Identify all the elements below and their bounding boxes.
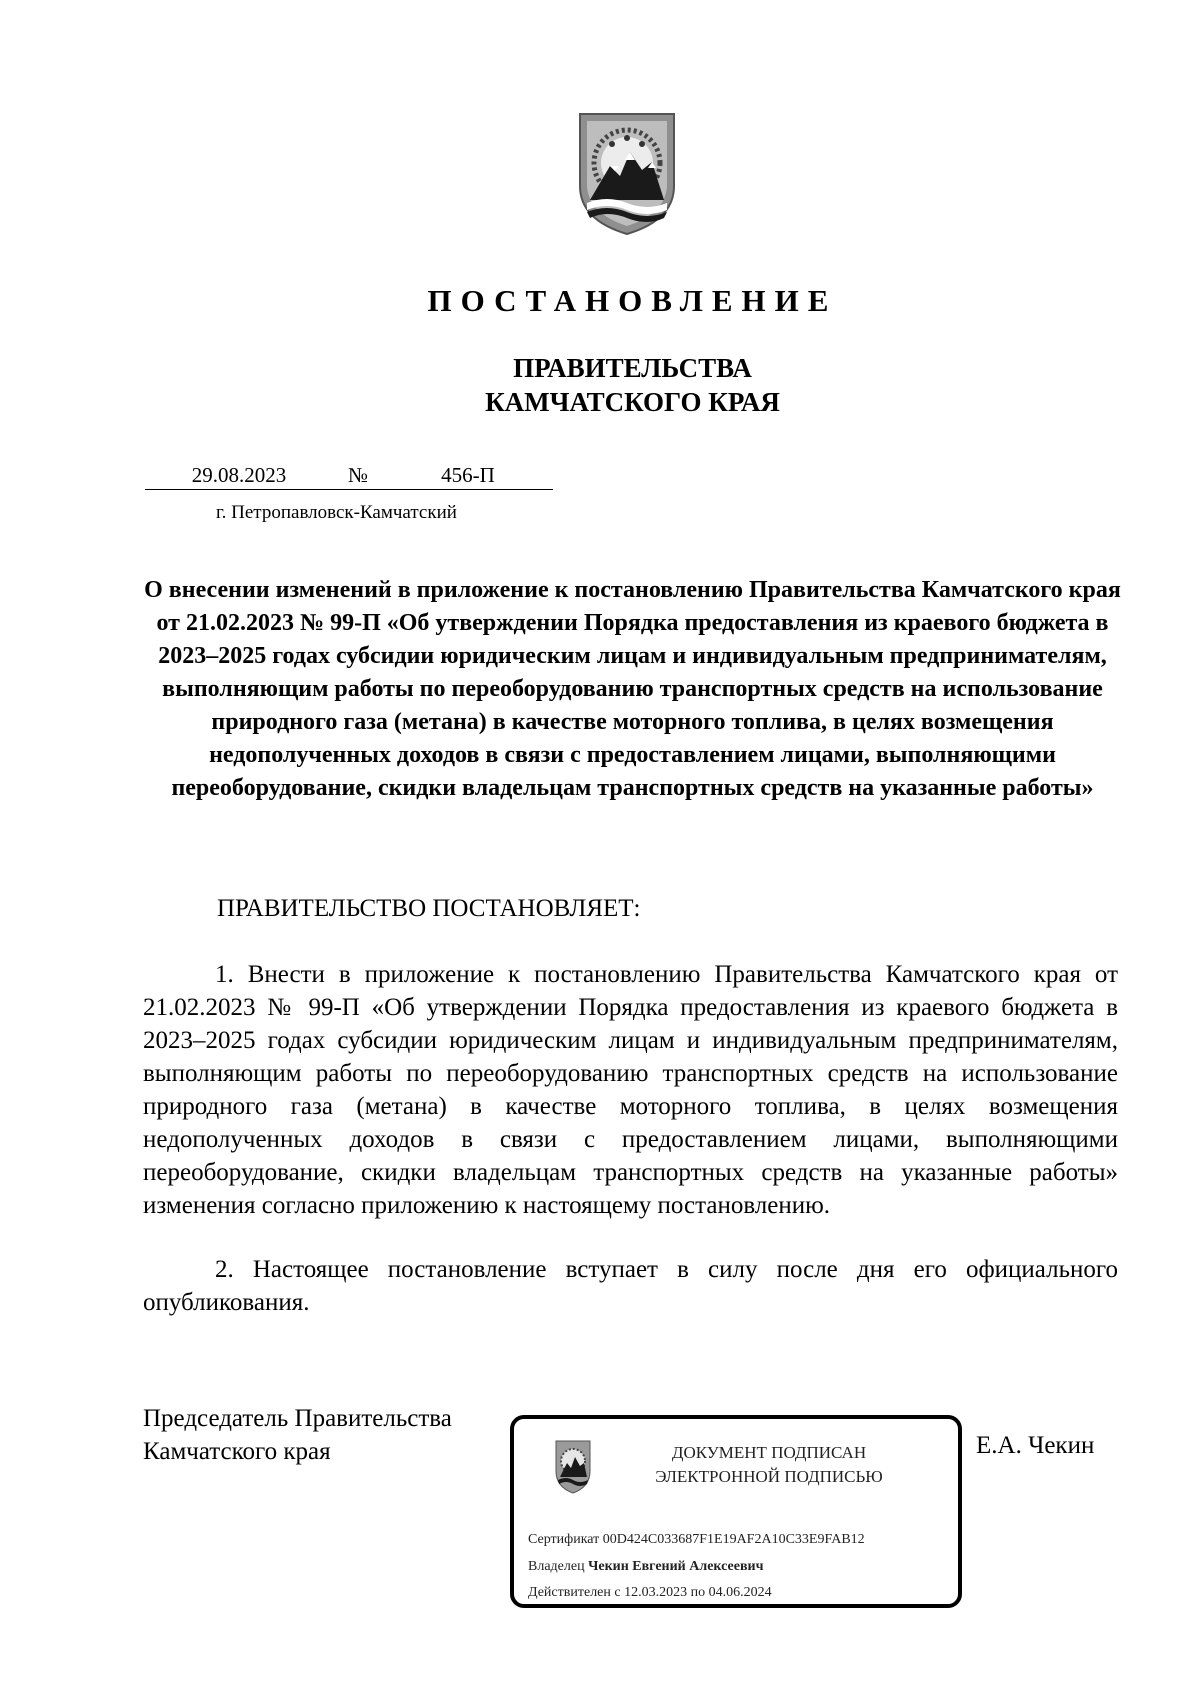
certificate-value: 00D424C033687F1E19AF2A10C33E9FAB12 <box>602 1532 865 1547</box>
valid-to-date: 04.06.2024 <box>708 1585 772 1600</box>
stamp-certificate-line <box>528 1532 865 1548</box>
number-sign: № <box>347 463 369 487</box>
signatory-position-line-1: Председатель Правительства <box>143 1405 452 1432</box>
registration-row <box>145 463 553 495</box>
document-date: 29.08.2023 <box>191 463 287 487</box>
stamp-emblem-icon <box>554 1439 592 1495</box>
government-name-line-1: ПРАВИТЕЛЬСТВА <box>513 353 752 383</box>
registration-underline <box>145 489 553 490</box>
government-name-line-2: КАМЧАТСКОГО КРАЯ <box>485 387 780 417</box>
certificate-label: Сертификат <box>528 1532 600 1547</box>
stamp-owner-line <box>528 1559 763 1575</box>
owner-label: Владелец <box>528 1559 585 1574</box>
coat-of-arms-icon <box>572 108 682 238</box>
validity-label: Действителен <box>528 1585 611 1600</box>
stamp-validity-line <box>528 1585 772 1601</box>
valid-to-label: по <box>690 1585 706 1600</box>
document-type: ПОСТАНОВЛЕНИЕ <box>427 283 838 318</box>
stamp-heading-line-1: ДОКУМЕНТ ПОДПИСАН <box>671 1443 867 1462</box>
valid-from-date: 12.03.2023 <box>624 1585 688 1600</box>
owner-value: Чекин Евгений Алексеевич <box>588 1559 764 1574</box>
document-number: 456-П <box>441 463 495 487</box>
paragraph-1: 1. Внести в приложение к постановлению Правительства Камчатского края от 21.02.2023 № 99-П «Об утверждении Порядка предоставления из краевого бюджета в 2023–2025 годах субсидии юридическим лицам и индивидуальным предпринимателям, выполняющим работы по переоборудованию транспортных средств на использование природного газа (метана) в качестве моторного топлива, в целях возмещения недополученных доходов в связи с предоставлением лицами, выполняющими переоборудование, скидки владельцам транспортных средств на указанные работы» изменения согласно приложению к настоящему постановлению. <box>143 961 1118 1219</box>
decree-statement: ПРАВИТЕЛЬСТВО ПОСТАНОВЛЯЕТ: <box>217 895 641 922</box>
document-title: О внесении изменений в приложение к постановлению Правительства Камчатского края от 21.02.2023 № 99-П «Об утверждении Порядка предоставления из краевого бюджета в 2023–2025 годах субсидии юридическим лицам и индивидуальным предпринимателям, выполняющим работы по переоборудованию транспортных средств на использование природного газа (метана) в качестве моторного топлива, в целях возмещения недополученных доходов в связи с предоставлением лицами, выполняющими переоборудование, скидки владельцам транспортных средств на указанные работы» <box>144 577 1121 801</box>
signatory-position <box>143 1402 452 1468</box>
paragraph-2: 2. Настоящее постановление вступает в силу после дня его официального опубликования. <box>143 1256 1118 1316</box>
stamp-heading-line-2: ЭЛЕКТРОННОЙ ПОДПИСЬЮ <box>655 1467 883 1486</box>
signatory-position-line-2: Камчатского края <box>143 1438 331 1465</box>
stamp-heading <box>624 1441 914 1489</box>
signatory-name: Е.А. Чекин <box>976 1432 1095 1459</box>
document-place: г. Петропавловск-Камчатский <box>216 502 457 523</box>
electronic-signature-stamp <box>510 1415 962 1608</box>
valid-from-label: с <box>614 1585 621 1600</box>
